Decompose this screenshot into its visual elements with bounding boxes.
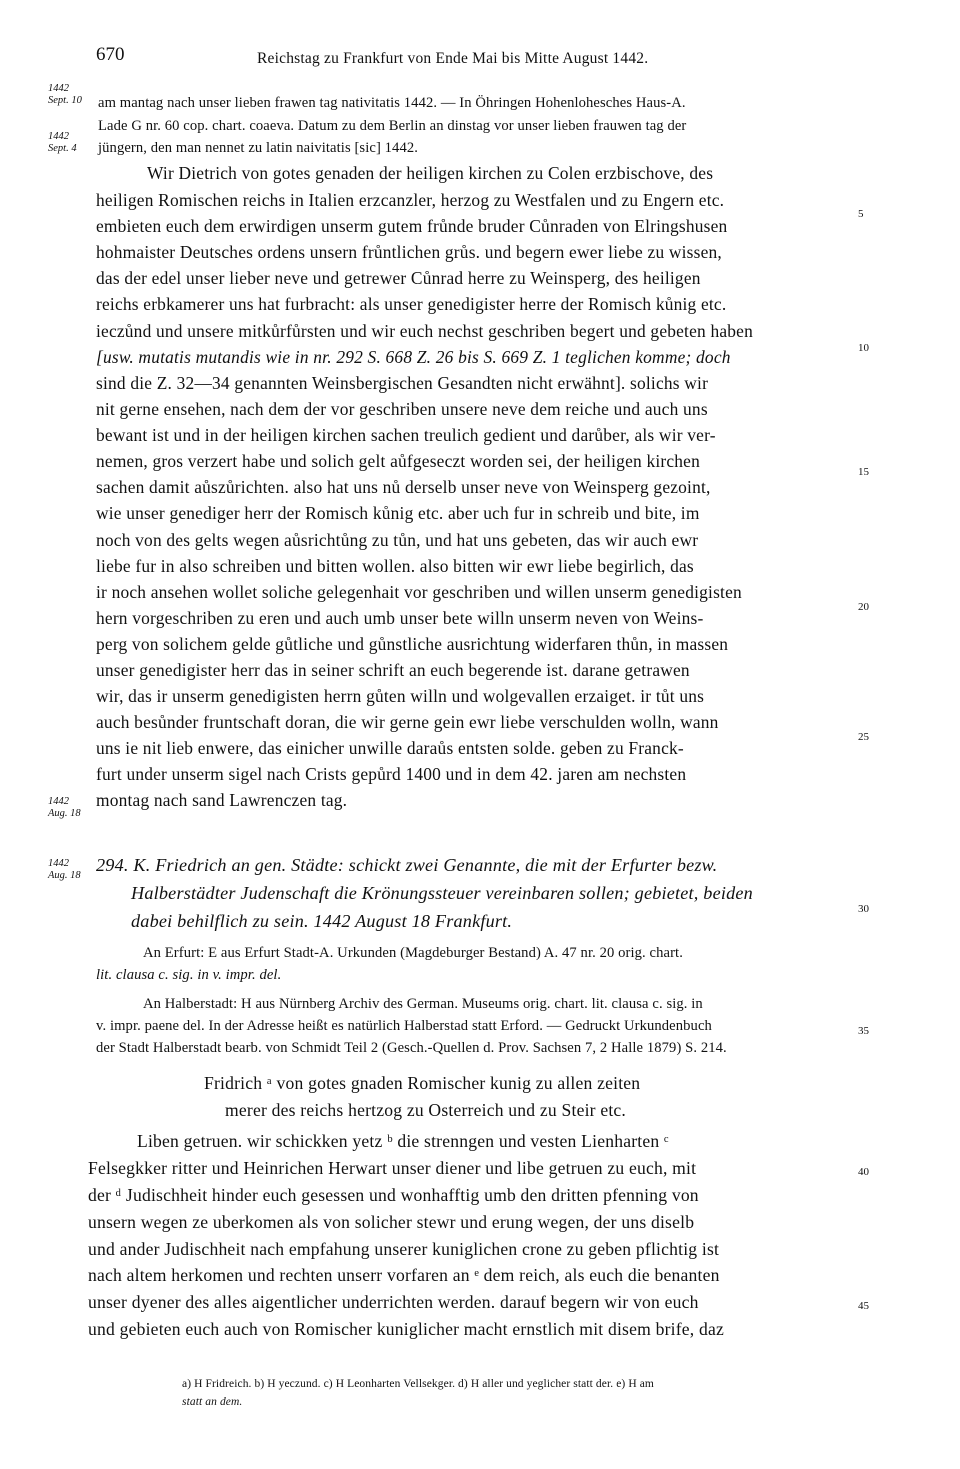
source-note: An Erfurt: E aus Erfurt Stadt-A. Urkunden (Magdeburger Bestand) A. 47 nr. 20 orig. chart. <box>143 945 683 961</box>
page-number: 670 <box>96 44 125 65</box>
letter-line: embieten euch dem erwirdigen unserm gutem frůnde bruder Cůnraden von Elringshusen <box>96 216 728 236</box>
letter2-line: unsern wegen ze uberkomen als von solicher stewr und erung wegen, der uns diselb <box>88 1212 695 1232</box>
letter-line: ir noch ansehen wollet soliche gelegenhait vor geschriben und willen unserm genedigisten <box>96 582 742 602</box>
running-title: Reichstag zu Frankfurt von Ende Mai bis Mitte August 1442. <box>257 50 649 67</box>
letter-line: hohmaister Deutsches ordens unsern frůntlichen grůs. und begern ewer liebe zu wissen, <box>96 242 722 262</box>
line-number: 10 <box>858 342 869 354</box>
line-number: 20 <box>858 601 869 613</box>
letter-line: heiligen Romischen reichs in Italien erzcanzler, herzog zu Westfalen und zu Engern etc. <box>96 190 725 210</box>
letter2-line: nach altem herkomen und rechten unserr vorfaren an ᵉ dem reich, als euch die benanten <box>88 1265 720 1285</box>
letter-line: nemen, gros verzert habe und solich gelt aůfgeseczt worden sei, der heiligen kirchen <box>96 451 700 471</box>
letter-line: wie unser genediger herr der Romisch kůnig etc. aber uch fur in schreib und bite, im <box>96 503 700 523</box>
letter2-line: und ander Judischheit nach empfahung unserer kuniglichen crone zu geben pflichtig ist <box>88 1239 720 1259</box>
line-number: 35 <box>858 1025 869 1037</box>
source-note: An Halberstadt: H aus Nürnberg Archiv des German. Museums orig. chart. lit. clausa c. sig. in <box>143 996 703 1012</box>
letter2-line: der ᵈ Judischheit hinder euch gesessen und wonhafftig umb den dritten pfenning von <box>88 1185 699 1205</box>
letter-line: sind die Z. 32—34 genannten Weinsbergischen Gesandten nicht erwähnt]. solichs wir <box>96 373 709 393</box>
line-number: 45 <box>858 1300 869 1312</box>
margin-date: 1442 Sept. 4 <box>48 131 77 154</box>
letter-line: noch von des gelts wegen aůsrichtůng zu tůn, und hat uns gebeten, das wir auch ewr <box>96 530 699 550</box>
regest-line: dabei behilflich zu sein. 1442 August 18 Frankfurt. <box>131 911 513 931</box>
letter2-line: und gebieten euch auch von Romischer kuniglicher macht ernstlich mit disem brife, daz <box>88 1319 725 1339</box>
letter-line: liebe fur in also schreiben und bitten wollen. also bitten wir ewr liebe begirlich, das <box>96 556 694 576</box>
margin-date: 1442 Aug. 18 <box>48 858 81 881</box>
source-note: v. impr. paene del. In der Adresse heißt es natürlich Halberstad statt Erford. — Gedruckt Urkundenbuch <box>96 1018 712 1034</box>
letter-line: bewant ist und in der heiligen kirchen sachen treulich gedient und darůber, als wir ver- <box>96 425 716 445</box>
letter-line: auch besůnder fruntschaft doran, die wir gerne gein ewr liebe verschulden wolln, wann <box>96 712 719 732</box>
letter-line: Wir Dietrich von gotes genaden der heiligen kirchen zu Colen erzbischove, des <box>147 163 714 183</box>
letter-line: sachen damit aůszůrichten. also hat uns nů derselb unser neve von Weinsperg gezoint, <box>96 477 711 497</box>
line-number: 25 <box>858 731 869 743</box>
footnote: statt an dem. <box>182 1396 243 1408</box>
margin-date: 1442 Sept. 10 <box>48 83 82 106</box>
intro-line: jüngern, den man nennet zu latin naivitatis [sic] 1442. <box>98 140 418 156</box>
regest-line: Halberstädter Judenschaft die Krönungssteuer vereinbaren sollen; gebietet, beiden <box>131 883 753 903</box>
intro-line: Lade G nr. 60 cop. chart. coaeva. Datum zu dem Berlin an dinstag vor unser lieben frauwen tag der <box>98 118 687 134</box>
letter2-line: Liben getruen. wir schickken yetz ᵇ die strenngen und vesten Lienharten ᶜ <box>137 1131 669 1151</box>
letter-line: montag nach sand Lawrenczen tag. <box>96 790 348 810</box>
line-number: 15 <box>858 466 869 478</box>
intro-line: am mantag nach unser lieben frawen tag nativitatis 1442. — In Öhringen Hohenlohesches Haus-A. <box>98 95 686 111</box>
letter2-line: unser dyener des alles aigentlicher underrichten werden. darauf begern wir von euch <box>88 1292 699 1312</box>
letter2-line: Felsegkker ritter und Heinrichen Herwart unser diener und libe getruen zu euch, mit <box>88 1158 697 1178</box>
source-note: lit. clausa c. sig. in v. impr. del. <box>96 967 282 983</box>
footnote: a) H Fridreich. b) H yeczund. c) H Leonharten Vellsekger. d) H aller und yeglicher statt der. e) H am <box>182 1378 654 1390</box>
letter-line: uns ie nit lieb enwere, das einicher unwille daraůs entsten solde. geben zu Franck- <box>96 738 684 758</box>
line-number: 40 <box>858 1166 869 1178</box>
letter-line: unser genedigister herr das in seiner schrift an euch begerende ist. darane getrawen <box>96 660 690 680</box>
margin-date: 1442 Aug. 18 <box>48 796 81 819</box>
letter-line: das der edel unser lieber neve und getrewer Cůnrad herre zu Weinsperg, des heiligen <box>96 268 701 288</box>
letter-line: furt under unserm sigel nach Crists gepůrd 1400 und in dem 42. jaren am nechsten <box>96 764 687 784</box>
letter-line: [usw. mutatis mutandis wie in nr. 292 S. 668 Z. 26 bis S. 669 Z. 1 teglichen komme; doch <box>96 347 731 367</box>
intitulatio-line: Fridrich ᵃ von gotes gnaden Romischer kunig zu allen zeiten <box>204 1073 641 1093</box>
source-note: der Stadt Halberstadt bearb. von Schmidt Teil 2 (Gesch.-Quellen d. Prov. Sachsen 7, 2 Halle 1879) S. 214. <box>96 1040 727 1056</box>
letter-line: hern vorgeschriben zu eren und auch umb unser bete willn unserm neven von Weins- <box>96 608 704 628</box>
line-number: 30 <box>858 903 869 915</box>
letter-line: reichs erbkamerer uns hat furbracht: als unser genedigister herre der Romisch kůnig etc. <box>96 294 727 314</box>
letter-line: nit gerne ensehen, nach dem der vor geschriben unsere neve dem reiche und auch uns <box>96 399 708 419</box>
regest-line: 294. K. Friedrich an gen. Städte: schickt zwei Genannte, die mit der Erfurter bezw. <box>96 855 718 875</box>
line-number: 5 <box>858 208 864 220</box>
intitulatio-line: merer des reichs hertzog zu Osterreich und zu Steir etc. <box>225 1100 627 1120</box>
letter-line: wir, das ir unserm genedigisten herrn gůten willn und wolgevallen erzaiget. ir tůt uns <box>96 686 705 706</box>
letter-line: perg von solichem gelde gůtliche und gůnstliche ausrichtung widerfaren thůn, in massen <box>96 634 729 654</box>
letter-line: ieczůnd und unsere mitkůrfůrsten und wir euch nechst geschriben begert und gebeten haben <box>96 321 753 341</box>
